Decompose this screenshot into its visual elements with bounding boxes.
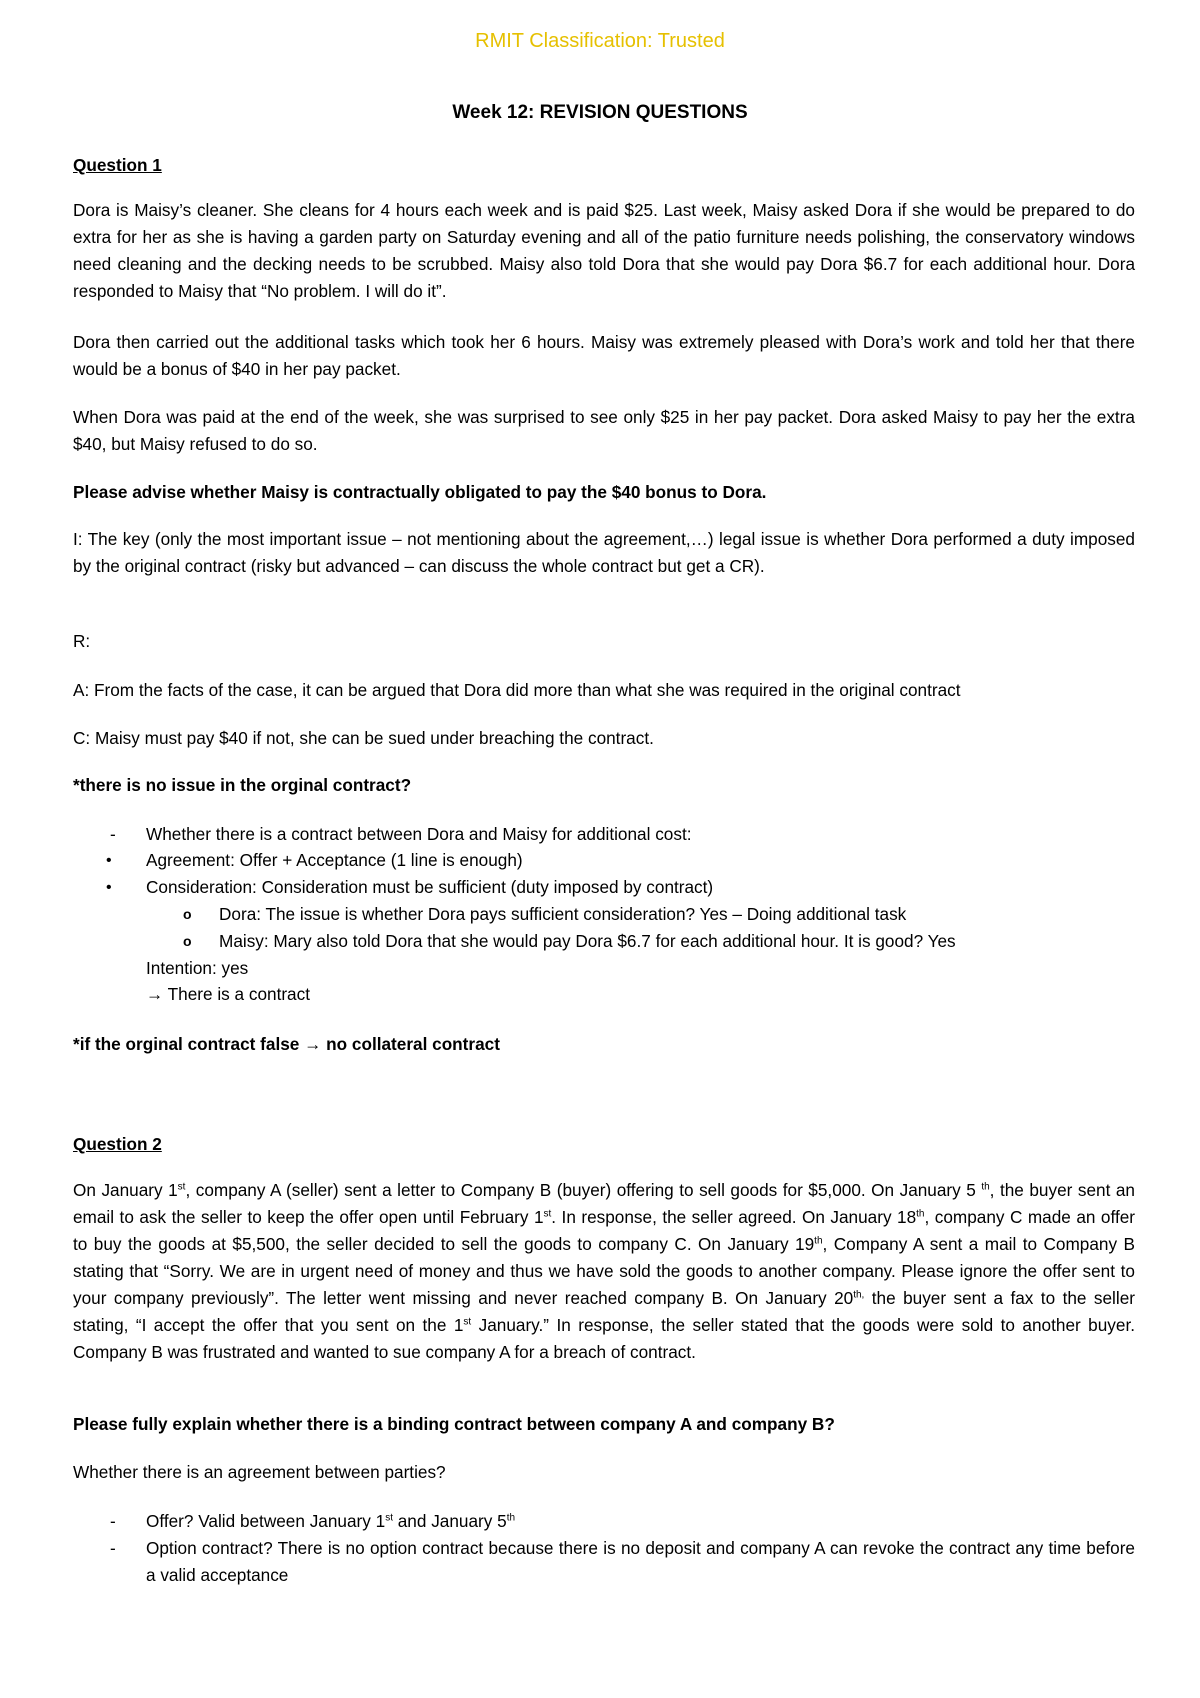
dash-marker: - <box>110 824 116 844</box>
q1-question: Please advise whether Maisy is contractually obligated to pay the $40 bonus to Dora. <box>73 482 767 502</box>
q1-rule: R: <box>73 631 91 651</box>
list-item-text: There is a contract <box>167 984 310 1004</box>
question-1-heading: Question 1 <box>73 155 162 175</box>
list-item-text: Option contract? There is no option contract because there is no deposit and company A can revoke the contract any time before a valid acceptance <box>146 1538 1135 1585</box>
list-item-text: Maisy: Mary also told Dora that she would pay Dora $6.7 for each additional hour. It is good? Yes <box>219 931 956 951</box>
q1-note-original-contract: *there is no issue in the orginal contract? <box>73 775 412 795</box>
intention-line: Intention: yes <box>146 958 249 978</box>
note-text: *if the orginal contract false <box>73 1034 300 1054</box>
note-text: no collateral contract <box>326 1034 500 1054</box>
bullet-marker: • <box>106 852 112 869</box>
q2-paragraph: On January 1st, company A (seller) sent a letter to Company B (buyer) offering to sell goods for $5,000. On January 5 $^{th}$, the buyer sent an email to ask the seller to keep the offer open until February 1st. In response, the seller agreed. On January 18th, company C made an offer to buy the goods at $5,500, the seller decided to sell the goods to company C. On January 19th, Company A sent a mail to Company B stating that “Sorry. We are in urgent need of money and thus we have sold the goods to another company. Please ignore the offer sent to your company previously”. The letter went missing and never reached company B. On January $20^{th,}$ the buyer sent a fax to the seller stating, “I accept the offer that you sent on the 1st January.” In response, the seller stated that the goods were sold to another buyer. Company B was frustrated and wanted to sue company A for a breach of contract. <box>73 1180 1135 1362</box>
classification-label: RMIT Classification: Trusted <box>475 30 725 52</box>
list-item-text: Dora: The issue is whether Dora pays sufficient consideration? Yes – Doing additional task <box>219 904 907 924</box>
page-title: Week 12: REVISION QUESTIONS <box>452 102 748 123</box>
q2-question: Please fully explain whether there is a binding contract between company A and company B? <box>73 1414 835 1434</box>
sub-bullet-marker: o <box>183 933 192 949</box>
q1-conclusion: C: Maisy must pay $40 if not, she can be sued under breaching the contract. <box>73 728 654 748</box>
contract-conclusion-line <box>146 981 310 1008</box>
q1-paragraph-3: When Dora was paid at the end of the week, she was surprised to see only $25 in her pay packet. Dora asked Maisy to pay her the extra $40, but Maisy refused to do so. <box>73 407 1135 454</box>
arrow-icon: → <box>146 984 164 1004</box>
list-item-text: Consideration: Consideration must be sufficient (duty imposed by contract) <box>146 877 714 897</box>
list-item-text: Whether there is a contract between Dora and Maisy for additional cost: <box>146 824 692 844</box>
q2-agreement-line: Whether there is an agreement between parties? <box>73 1462 446 1482</box>
bullet-marker: • <box>106 879 112 896</box>
arrow-icon: → <box>304 1034 322 1054</box>
q1-paragraph-1: Dora is Maisy’s cleaner. She cleans for 4 hours each week and is paid $25. Last week, Maisy asked Dora if she would be prepared to do extra for her as she is having a garden party on Saturday evening and all of the patio furniture needs polishing, the conservatory windows need cleaning and the decking needs to be scrubbed. Maisy also told Dora that she would pay Dora $6.7 for each additional hour. Dora responded to Maisy that “No problem. I will do it”. <box>73 200 1135 301</box>
sub-bullet-marker: o <box>183 906 192 922</box>
dash-marker: - <box>110 1511 116 1531</box>
question-2-heading: Question 2 <box>73 1134 162 1154</box>
dash-marker: - <box>110 1538 116 1558</box>
q1-note-collateral <box>73 1031 1135 1058</box>
q1-issue: I: The key (only the most important issue – not mentioning about the agreement,…) legal issue is whether Dora performed a duty imposed by the original contract (risky but advanced – can discuss the whole contract but get a CR). <box>73 529 1135 576</box>
q1-paragraph-2: Dora then carried out the additional tasks which took her 6 hours. Maisy was extremely pleased with Dora’s work and told her that there would be a bonus of $40 in her pay packet. <box>73 332 1135 379</box>
list-item-text: Agreement: Offer + Acceptance (1 line is enough) <box>146 850 523 870</box>
list-item-text: Offer? Valid between January 1st and January 5th <box>146 1511 516 1531</box>
q1-application: A: From the facts of the case, it can be argued that Dora did more than what she was required in the original contract <box>73 680 961 700</box>
